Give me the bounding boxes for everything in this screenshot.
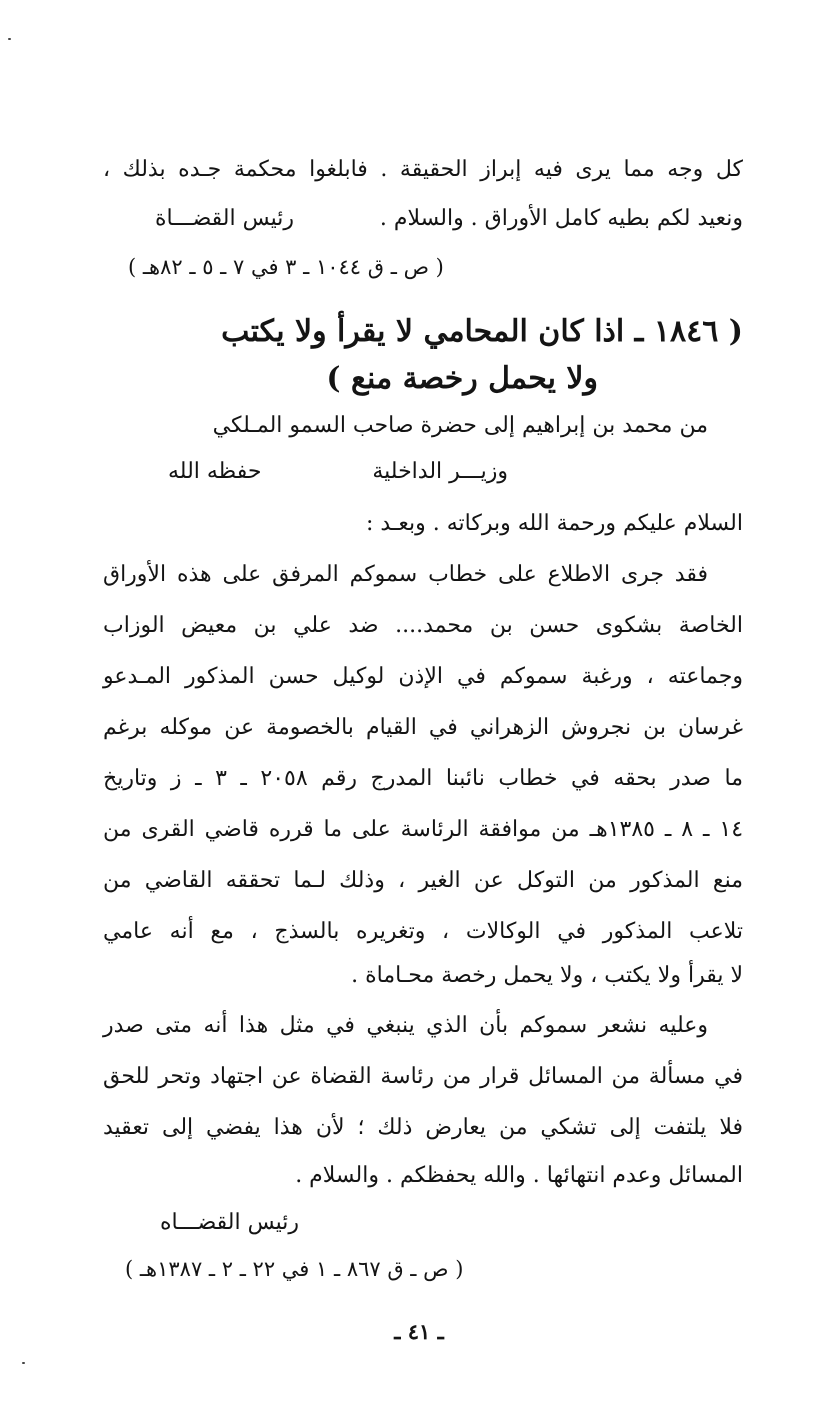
scan-speck [22,1362,25,1364]
section-heading-line-1: ( ١٨٤٦ ـ اذا كان المحامي لا يقرأ ولا يكتب [221,314,743,349]
section-reference: ( ص ـ ق ٨٦٧ ـ ١ في ٢٢ ـ ٢ ـ ١٣٨٧هـ ) [125,1257,464,1281]
body2-line: في مسألة من المسائل قرار من رئاسة القضاة عن اجتهاد وتحر للحق [103,1064,743,1089]
top-line-1: كل وجه مما يرى فيه إبراز الحقيقة . فابلغوا محكمة جـده بذلك ، [103,157,743,182]
body-line: ١٤ ـ ٨ ـ ١٣٨٥هـ من موافقة الرئاسة على ما قرره قاضي القرى من [103,817,744,842]
top-signature: رئيس القضـــاة [155,206,295,231]
from-line: من محمد بن إبراهيم إلى حضرة صاحب السمو المـلكي [212,413,708,438]
greeting: السلام عليكم ورحمة الله وبركاته . وبعـد : [366,511,743,536]
addressee: وزيـــر الداخلية [372,459,508,484]
body-line: منع المذكور من التوكل عن الغير ، وذلك لـما تحققه القاضي من [103,868,743,893]
body-line: فقد جرى الاطلاع على خطاب سموكم المرفق على هذه الأوراق [103,562,708,587]
body2-line: المسائل وعدم انتهائها . والله يحفظكم . والسلام . [295,1163,743,1188]
body2-line: وعليه نشعر سموكم بأن الذي ينبغي في مثل هذا أنه متى صدر [103,1013,708,1038]
body-line: الخاصة بشكوى حسن بن محمد.... ضد علي بن معيض الوزاب [103,613,743,638]
body2-line: فلا يلتفت إلى تشكي من يعارض ذلك ؛ لأن هذا يفضي إلى تعقيد [103,1115,743,1140]
scan-speck [8,38,11,40]
body-line: غرسان بن نجروش الزهراني في القيام بالخصومة عن موكله برغم [103,715,743,740]
body-line: وجماعته ، ورغبة سموكم في الإذن لوكيل حسن المذكور المـدعو [103,664,743,689]
page-number: ـ ٤١ ـ [394,1319,444,1344]
signature: رئيس القضـــاه [160,1210,300,1235]
body-line: ما صدر بحقه في خطاب نائبنا المدرج رقم ٢٠٥٨ ـ ٣ ـ ز وتاريخ [103,766,743,791]
top-reference: ( ص ـ ق ١٠٤٤ ـ ٣ في ٧ ـ ٥ ـ ٨٢هـ ) [128,255,444,279]
top-line-2: ونعيد لكم بطيه كامل الأوراق . والسلام . [379,206,743,231]
section-heading-line-2: ولا يحمل رخصة منع ) [326,361,598,396]
body-line: تلاعب المذكور في الوكالات ، وتغريره بالسذج ، مع أنه عامي [103,919,743,944]
body-line: لا يقرأ ولا يكتب ، ولا يحمل رخصة محـاماة . [351,963,743,988]
blessing: حفظه الله [168,459,262,484]
